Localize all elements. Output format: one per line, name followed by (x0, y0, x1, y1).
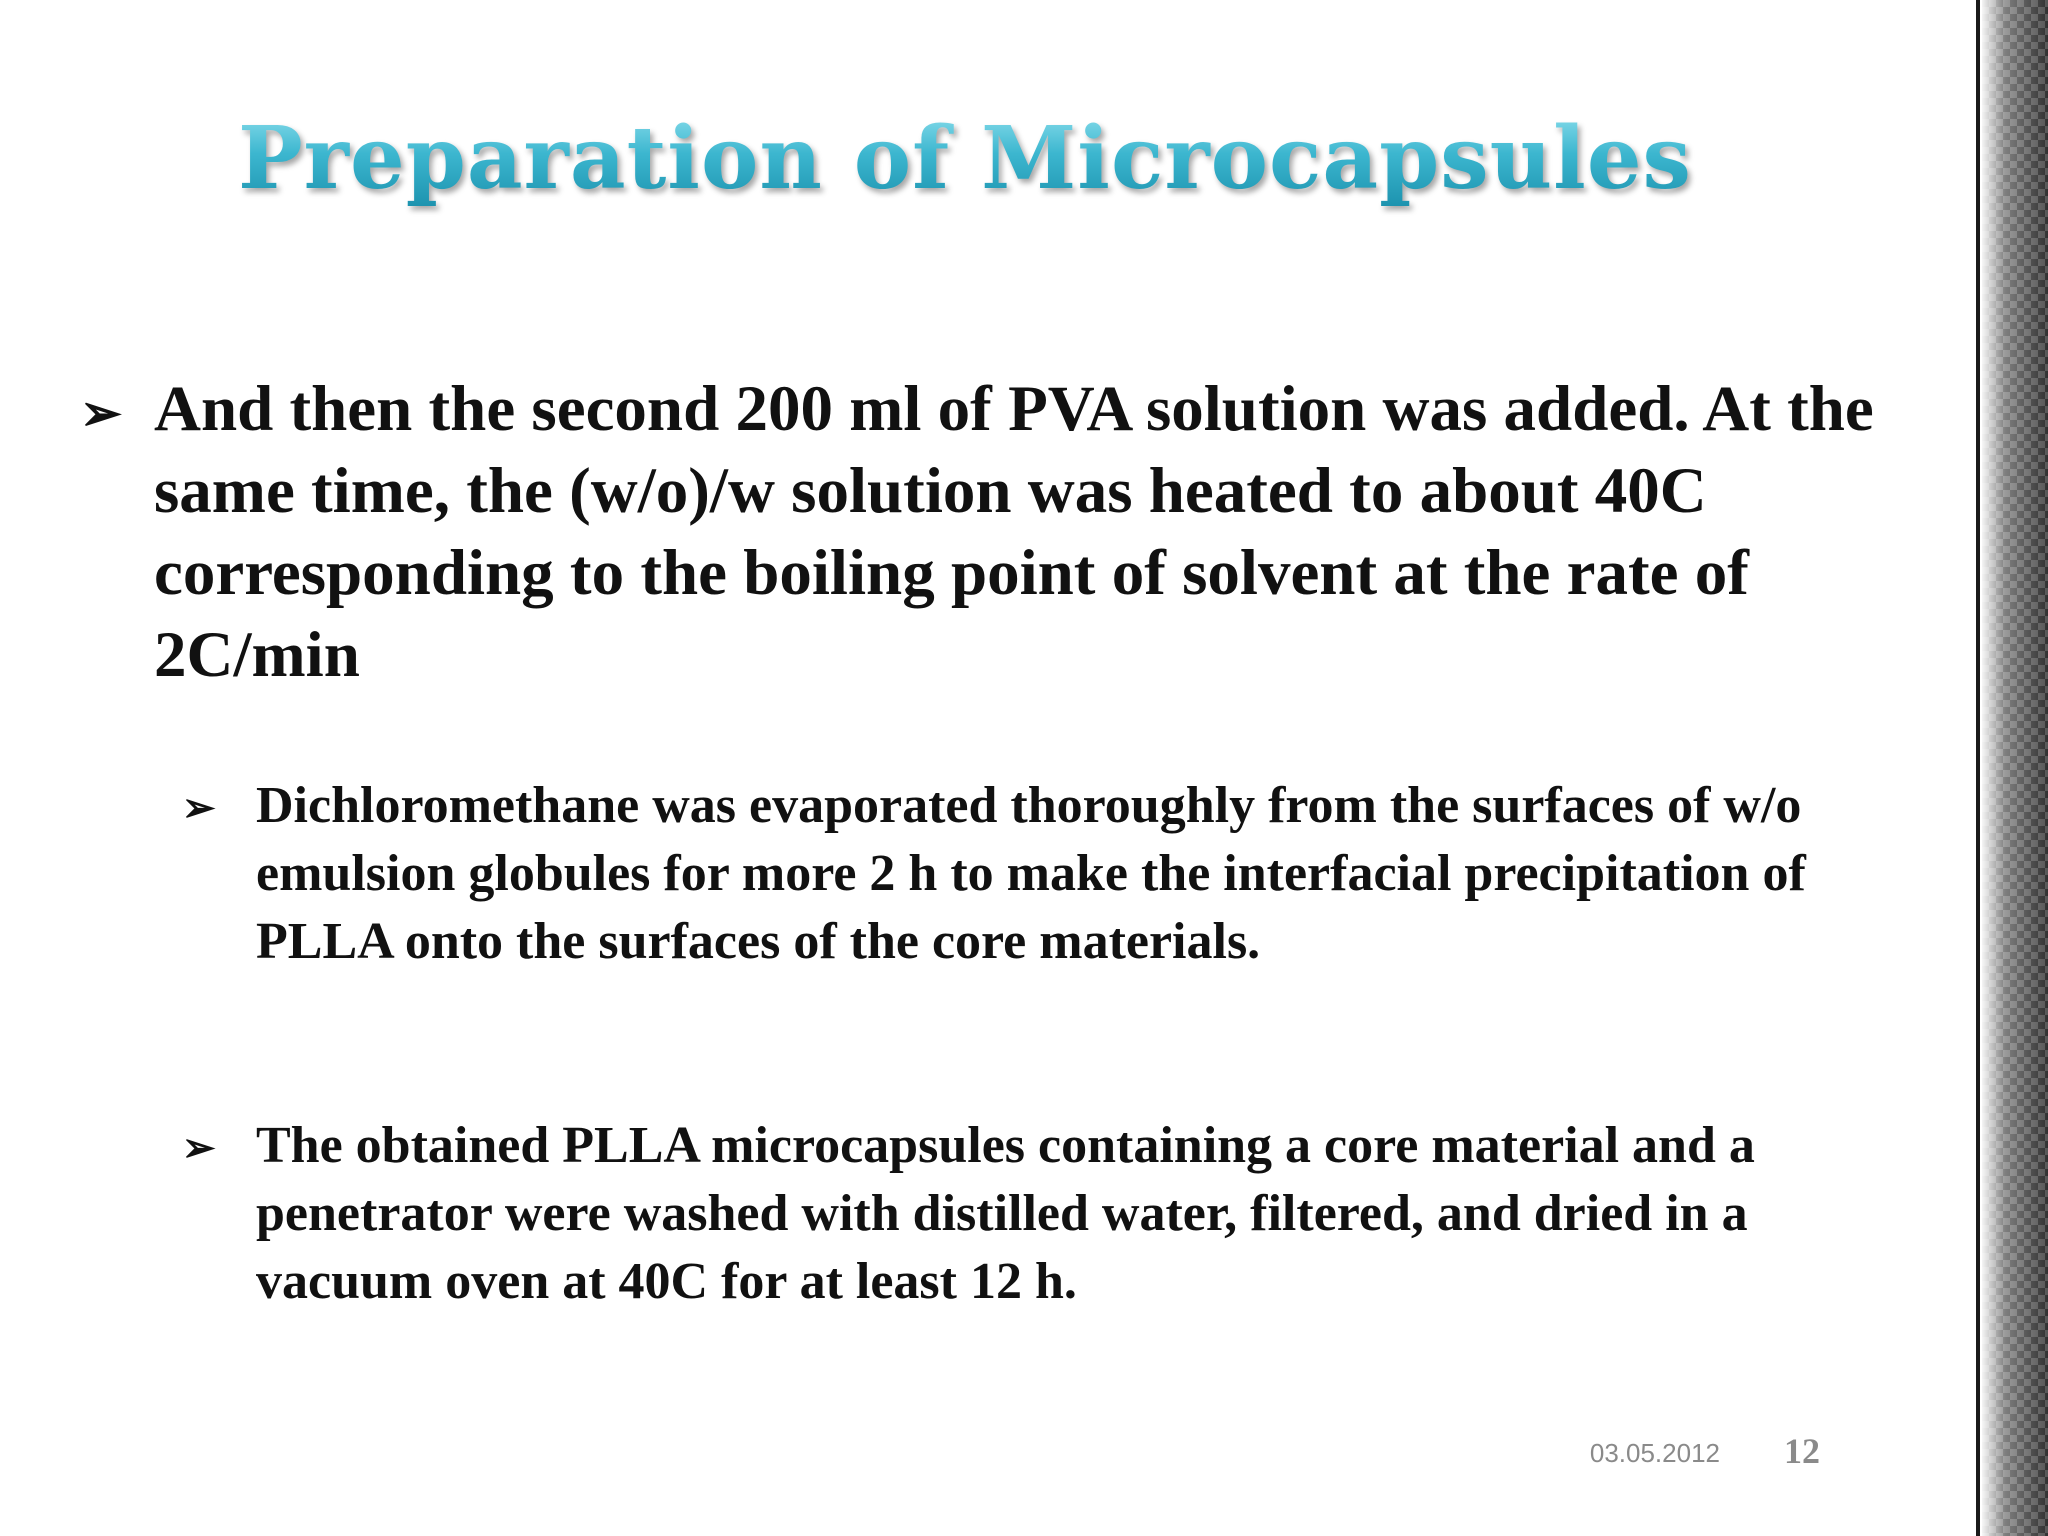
bullet-sub-2-text: The obtained PLLA microcapsules containing a core material and a penetrator were washed with distilled water, filtered, and dried in a vacuum oven at 40C for at least 12 h. (256, 1117, 1755, 1310)
bullet-main (80, 368, 1940, 696)
arrow-bullet-icon: ➢ (80, 385, 122, 441)
bullet-main-text: And then the second 200 ml of PVA solution was added. At the same time, the (w/o)/w solution was heated to about 40C corresponding to the boiling point of solvent at the rate of 2C/min (154, 373, 1874, 691)
side-divider-line (1976, 0, 1980, 1536)
footer-page-number: 12 (1784, 1431, 1820, 1471)
slide-title: Preparation of Microcapsules (0, 108, 1930, 209)
bullet-sub-2 (182, 1112, 1922, 1316)
bullet-sub-1-text: Dichloromethane was evaporated thoroughly from the surfaces of w/o emulsion globules for more 2 h to make the interfacial precipitation of PLLA onto the surfaces of the core materials. (256, 777, 1806, 970)
arrow-bullet-icon: ➢ (182, 785, 216, 830)
footer-date: 03.05.2012 (1589, 1438, 1720, 1468)
arrow-bullet-icon: ➢ (182, 1125, 216, 1170)
decorative-side-strip (1982, 0, 2048, 1536)
bullet-sub-1 (182, 772, 1922, 976)
